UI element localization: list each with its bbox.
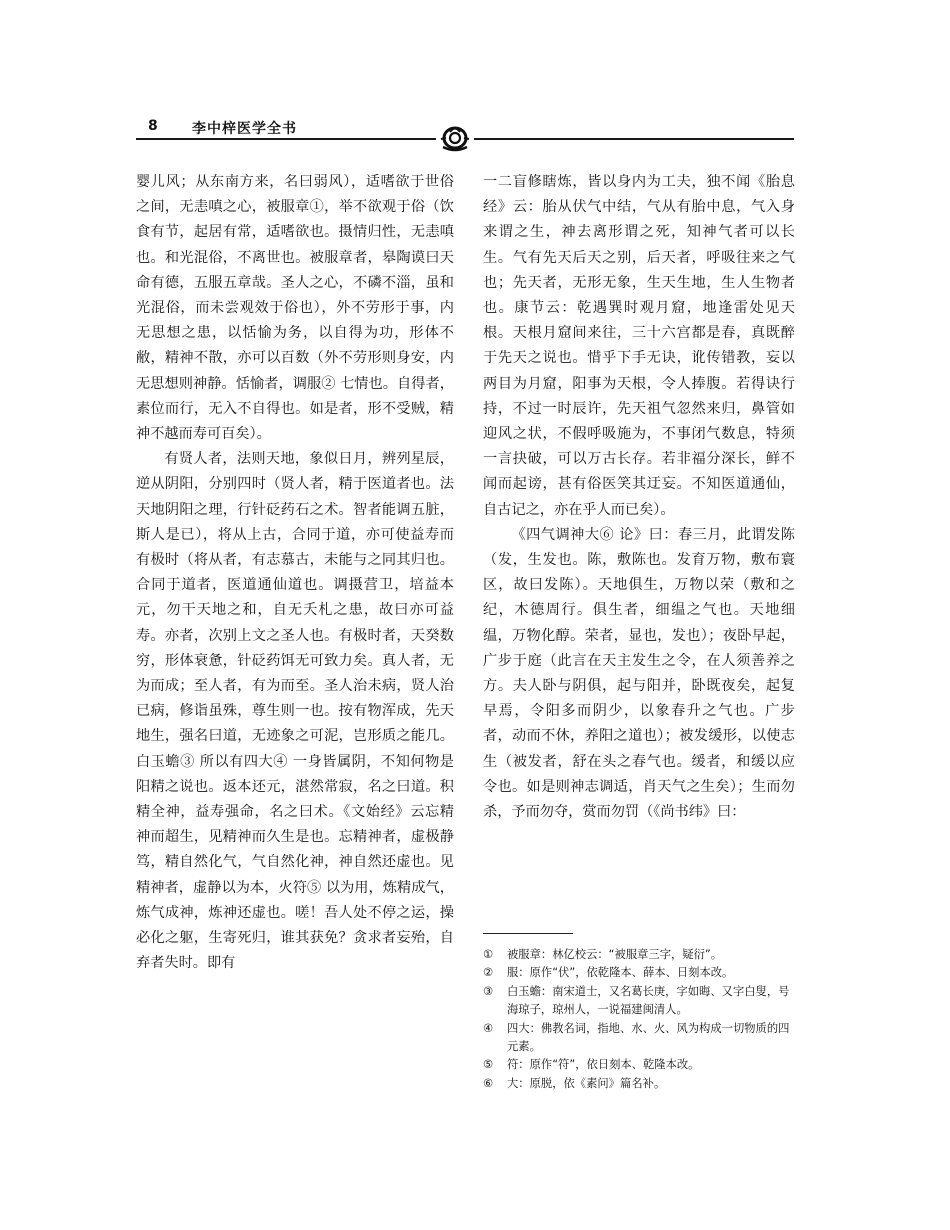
- footnote-mark: ②: [483, 966, 494, 980]
- header-rule-left: [136, 138, 436, 140]
- page-number: 8: [148, 118, 158, 134]
- paragraph-right-1: 一二盲修瞎炼，皆以身内为工夫，独不闻《胎息经》云：胎从伏气中结，气从有胎中息，气入身来谓之生，神去离形谓之死，知神气者可以长生。气有先天后天之别，后天者，呼吸往来之气也；先天者，无形无象，生天生地，生人生物者也。康节云：乾遇巽时观月窟，地逢雷处见天根。天根月窟间来往，三十六宫都是春，真既醉于先天之说也。惜乎下手无诀，讹传错教，妄以两目为月窟，阳事为天根，令人捧腹。若得诀行持，不过一时辰许，先天祖气忽然来归，鼻管如迎风之状，不假呼吸施为，不事闭气数息，特须一言抉破，可以万古长存。若非福分深长，鲜不闻而起谤，甚有俗医笑其迂妄。不知医道通仙，自古记之，亦在乎人而已矣）。: [483, 174, 795, 518]
- footnote-text: 服：原作“伏”，依乾隆本、薛本、日刻本改。: [507, 966, 734, 980]
- footnote-item: [483, 946, 797, 964]
- footnote-mark: ④: [483, 1021, 494, 1035]
- paragraph-left-1: 婴儿风；从东南方来，名曰弱风），适嗜欲于世俗之间，无恚嗔之心，被服章①，举不欲观于俗（饮食有节，起居有常，适嗜欲也。摄情归性，无恚嗔也。和光混俗，不离世也。被服章者，皋陶谟曰天命有德，五服五章哉。圣人之心，不磷不淄，虽和光混俗，而未尝观效于俗也），外不劳形于事，内无思想之患，以恬愉为务，以自得为功，形体不敝，精神不散，亦可以百数（外不劳形则身安，内无思想则神静。恬愉者，调服② 七情也。自得者，素位而行，无入不自得也。如是者，形不受贼，精神不越而寿可百矣）。: [136, 174, 454, 443]
- footnote-item: [483, 1075, 797, 1093]
- footnote-mark: ①: [483, 948, 494, 961]
- publisher-emblem-icon: [438, 122, 472, 152]
- footnote-mark: ⑥: [483, 1076, 494, 1090]
- footnote-item: [483, 1056, 797, 1074]
- footnote-text: 白玉蟾：南宋道士，又名葛长庚，字如晦、又字白叟，号海琼子，琼州人，一说福建闽清人。: [507, 984, 790, 1017]
- footnote-text: 四大：佛教名词，指地、水、火、风为构成一切物质的四元素。: [507, 1021, 790, 1054]
- footnote-mark: ⑤: [483, 1058, 494, 1072]
- footnote-mark: ③: [483, 984, 494, 998]
- footnote-item: [483, 964, 797, 982]
- footnote-rule: [483, 933, 573, 934]
- footnotes: [483, 946, 797, 1093]
- paragraph-right-2: 《四气调神大⑥ 论》曰：春三月，此谓发陈（发，生发也。陈，敷陈也。发育万物，敷布寰区，故曰发陈）。天地俱生，万物以荣（敷和之纪，木德周行。俱生者，细缊之气也。天地细缊，万物化醇。荣者，显也，发也）；夜卧早起，广步于庭（此言在天主发生之令，在人须善养之方。夫人卧与阴俱，起与阳并，卧既夜矣，起复早焉，令阳多而阴少，以象春升之气也。广步者，动而不休，养阳之道也）；被发缓形，以使志生（被发者，舒在头之春气也。缓者，和缓以应令也。如是则神志调适，肖天气之生矣）；生而勿杀，予而勿夺，赏而勿罚（《尚书纬》曰：: [483, 526, 795, 821]
- left-column: [136, 170, 454, 977]
- running-header: [136, 116, 794, 156]
- footnote-text: 符：原作“符”，依日刻本、乾隆本改。: [507, 1058, 700, 1072]
- footnote-item: [483, 1020, 797, 1057]
- footnote-text: 大：原脱，依《素问》篇名补。: [507, 1076, 666, 1090]
- footnote-item: [483, 983, 797, 1020]
- header-rule-right: [474, 138, 794, 140]
- right-column: [483, 170, 795, 825]
- paragraph-left-2: 有贤人者，法则天地，象似日月，辨列星辰，逆从阴阳，分别四时（贤人者，精于医道者也。法天地阴阳之理，行针砭药石之术。智者能调五脏，斯人是已），将从上古，合同于道，亦可使益寿而有极时（将从者，有志慕古，未能与之同其归也。合同于道者，医道通仙道也。调摄营卫，培益本元，勿干天地之和，自无夭札之患，故曰亦可益寿。亦者，次别上文之圣人也。有极时者，天癸数穷，形体衰惫，针砭药饵无可致力矣。真人者，无为而成；至人者，有为而至。圣人治未病，贤人治已病，修诣虽殊，尊生则一也。按有物浑成，先天地生，强名曰道，无迹象之可泥，岂形质之能几。白玉蟾③ 所以有四大④ 一身皆属阴，不知何物是阳精之说也。返本还元，湛然常寂，名之曰道。积精全神，益寿强命，名之曰术。《文始经》云忘精神而超生，见精神而久生是也。忘精神者，虚极静笃，精自然化气，气自然化神，神自然还虚也。见精神者，虚静以为本，火符⑤ 以为用，炼精成气，炼气成神，炼神还虚也。嗟！吾人处不停之运，操必化之躯，生寄死归，谁其获免？贪求者妄殆，自弃者失时。即有: [136, 451, 454, 972]
- book-title: 李中梓医学全书: [192, 121, 297, 137]
- footnote-text: 被服章：林亿校云：“被服章三字，疑衍”。: [507, 948, 723, 961]
